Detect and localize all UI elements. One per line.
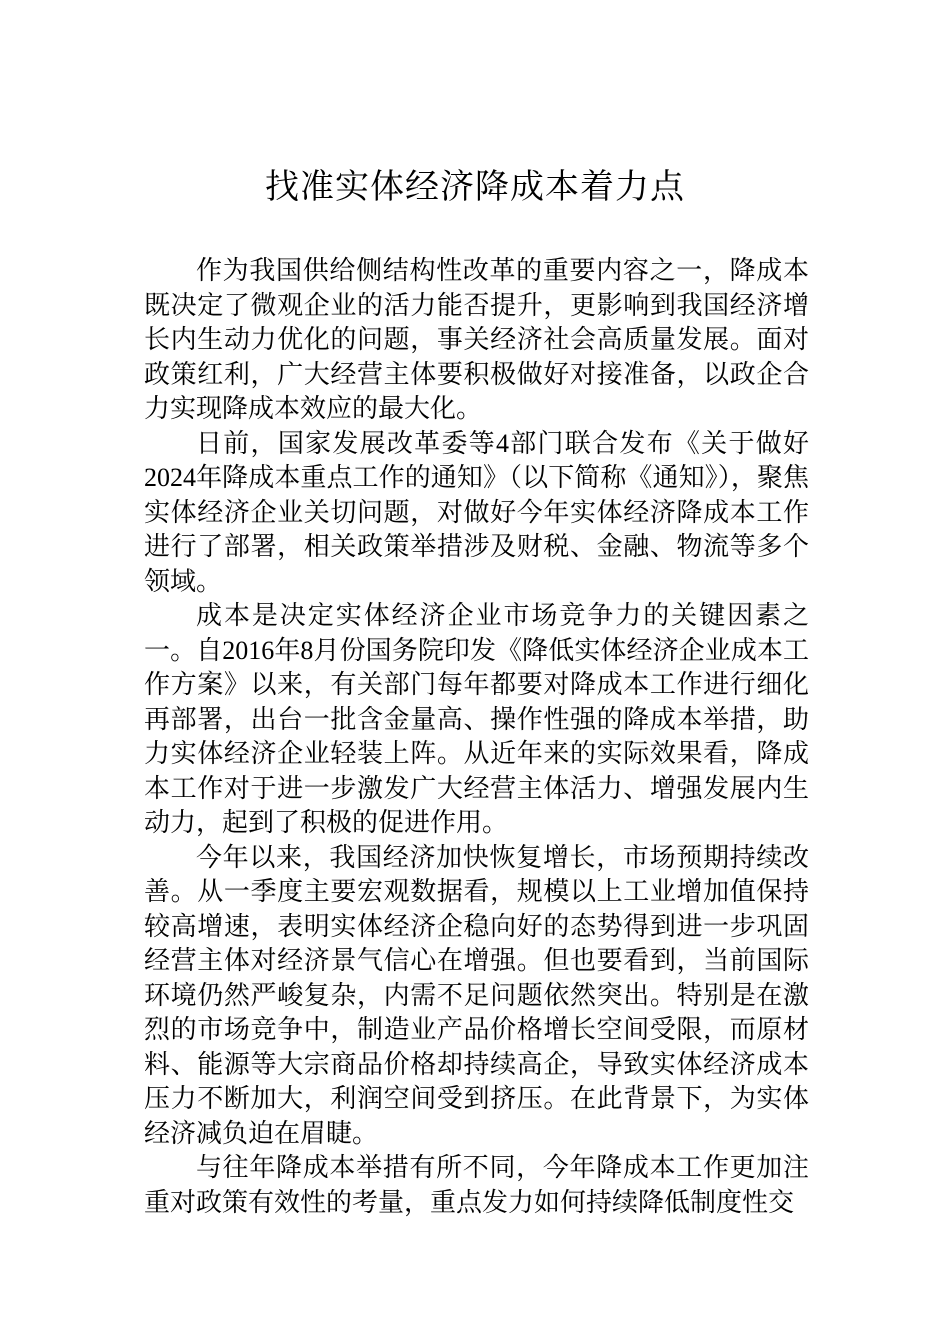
paragraph-3: 成本是决定实体经济企业市场竞争力的关键因素之一。自2016年8月份国务院印发《降低实体经济企业成本工作方案》以来，有关部门每年都要对降成本工作进行细化再部署，出台一批含金量高、操作性强的降成本举措，助力实体经济企业轻装上阵。从近年来的实际效果看，降成本工作对于进一步激发广大经营主体活力、增强发展内生动力，起到了积极的促进作用。 [144, 601, 809, 837]
paragraph-1: 作为我国供给侧结构性改革的重要内容之一，降成本既决定了微观企业的活力能否提升，更影响到我国经济增长内生动力优化的问题，事关经济社会高质量发展。面对政策红利，广大经营主体要积极做好对接准备，以政企合力实现降成本效应的最大化。 [144, 256, 809, 423]
document-title: 找准实体经济降成本着力点 [265, 167, 685, 207]
paragraph-4: 今年以来，我国经济加快恢复增长，市场预期持续改善。从一季度主要宏观数据看，规模以上工业增加值保持较高增速，表明实体经济企稳向好的态势得到进一步巩固经营主体对经济景气信心在增强。但也要看到，当前国际环境仍然严峻复杂，内需不足问题依然突出。特别是在激烈的市场竞争中，制造业产品价格增长空间受限，而原材料、能源等大宗商品价格却持续高企，导致实体经济成本压力不断加大，利润空间受到挤压。在此背景下，为实体经济减负迫在眉睫。 [144, 842, 809, 1148]
paragraph-2: 日前，国家发展改革委等4部门联合发布《关于做好2024年降成本重点工作的通知》（以下简称《通知》），聚焦实体经济企业关切问题，对做好今年实体经济降成本工作进行了部署，相关政策举措涉及财税、金融、物流等多个领域。 [144, 428, 809, 596]
document-body [144, 254, 809, 1220]
paragraph-5: 与往年降成本举措有所不同，今年降成本工作更加注重对政策有效性的考量，重点发力如何持续降低制度性交 [144, 1153, 809, 1217]
